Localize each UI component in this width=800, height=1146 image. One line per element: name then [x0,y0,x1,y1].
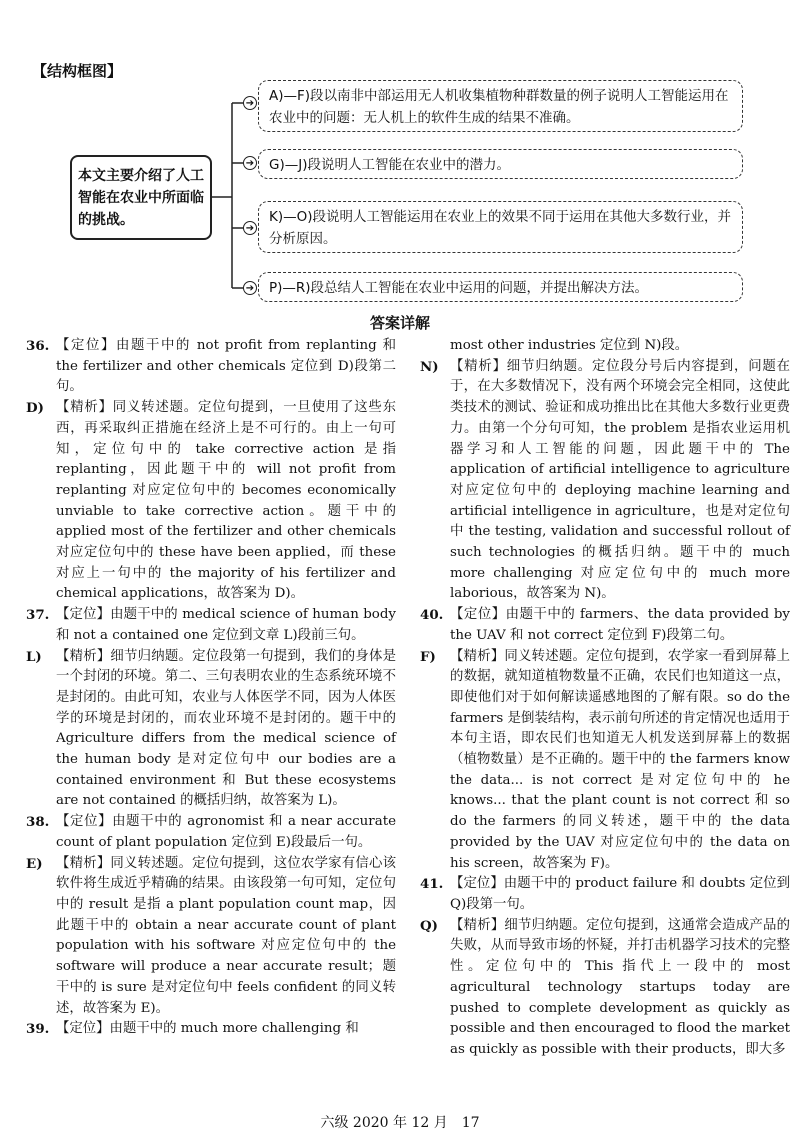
answer-paragraph [26,1019,396,1040]
arrow-node-icon: ➔ [243,156,257,170]
branch-box-a-f: A)—F)段以南非中部运用无人机收集植物种群数量的例子说明人工智能运用在农业中的问题：无人机上的软件生成的结果不准确。 [258,80,743,132]
answer-paragraph [420,357,790,605]
paragraph-text: 【定位】由题干中的 much more challenging 和 [56,1021,359,1037]
answer-label: E) [26,855,43,872]
right-column [420,336,790,1061]
paragraph-text: 【定位】由题干中的 product failure 和 doubts 定位到 Q)段第一句。 [450,876,790,912]
page-footer: 六级 2020 年 12 月 17 [320,1115,480,1131]
section-title: 【结构框图】 [32,62,123,80]
answer-paragraph [26,336,396,398]
answer-paragraph [420,336,790,357]
question-label: 36. [26,338,50,354]
answer-paragraph [26,398,396,605]
answer-paragraph [26,854,396,1020]
question-label: 41. [420,876,444,893]
paragraph-text: 【定位】由题干中的 not profit from replanting 和 the fertilizer and other chemicals 定位到 D)段第二句。 [56,338,396,395]
question-label: 38. [26,814,50,831]
paragraph-text: 【精析】细节归纳题。定位段分号后内容提到，问题在于，在大多数情况下，没有两个环境会完全相同，这使此类技术的测试、验证和成功推出比在其他大多数行业更费力。由第一个分句可知，the problem 是指农业运用机器学习和人工智能的问题，因此题干中的 The application of artificial intelligence to agriculture 对应定位句中的 deploying machine learning and artificial intelligence in agriculture，也是对定位句中 the testing, validation and successful rollout of such technologies 的概括归纳。题干中的 much more challenging 对应定位句中的 much more laborious，故答案为 N)。 [450,358,790,602]
paragraph-text: 【精析】细节归纳题。定位句提到，这通常会造成产品的失败，从而导致市场的怀疑，并打击机器学习技术的完整性。定位句中的 This 指代上一段中的 most agricultural technology startups today are pushed to complete development as quickly as possible and then encouraged to flood the market as quickly as possible with their products，即大多 [450,917,790,1057]
answer-paragraph [26,647,396,813]
answer-paragraph [420,647,790,875]
question-label: 40. [420,607,444,624]
answer-label: F) [420,648,436,665]
paragraph-text: 【精析】细节归纳题。定位段第一句提到，我们的身体是一个封闭的环境。第二、三句表明农业的生态系统环境不是封闭的。由此可知，农业与人体医学不同，因为人体医学的环境是封闭的，而农业环境不是封闭的。题干中的 Agriculture differs from the medical science of the human body 是对定位句中 our bodies are a contained environment 和 But these ecosystems are not contained 的概括归纳，故答案为 L)。 [56,648,396,809]
answer-paragraph [420,605,790,646]
main-idea-box: 本文主要介绍了人工智能在农业中所面临的挑战。 [70,155,212,240]
paragraph-text: 【定位】由题干中的 agronomist 和 a near accurate count of plant population 定位到 E)段最后一句。 [56,814,396,850]
left-column [26,336,396,1040]
answer-label: N) [420,358,439,375]
answer-paragraph [420,916,790,1061]
answers-title: 答案详解 [369,314,430,332]
question-label: 37. [26,607,50,624]
branch-box-g-j: G)—J)段说明人工智能在农业中的潜力。 [258,149,743,179]
paragraph-text: 【精析】同义转述题。定位句提到，一旦使用了这些东西，再采取纠正措施在经济上是不可行的。由上一句可知，定位句中的 take corrective action 是指 replanting，因此题干中的 will not profit from replanting 对应定位句中的 becomes economically unviable to take corrective action。题干中的 applied most of the fertilizer and other chemicals 对应定位句中的 these have been applied，而 these 对应上一句中的 the majority of his fertilizer and chemical applications，故答案为 D)。 [56,400,396,602]
answer-label: D) [26,400,44,417]
answer-paragraph [26,605,396,646]
branch-box-p-r: P)—R)段总结人工智能在农业中运用的问题，并提出解决方法。 [258,272,743,302]
arrow-node-icon: ➔ [243,96,257,110]
paragraph-text: 【定位】由题干中的 farmers、the data provided by the UAV 和 not correct 定位到 F)段第二句。 [450,607,790,643]
answer-label: L) [26,648,42,665]
answer-paragraph [420,874,790,915]
paragraph-text: 【定位】由题干中的 medical science of human body 和 not a contained one 定位到文章 L)段前三句。 [56,607,396,643]
arrow-node-icon: ➔ [243,281,257,295]
arrow-node-icon: ➔ [243,221,257,235]
answer-paragraph [26,812,396,853]
branch-box-k-o: K)—O)段说明人工智能运用在农业上的效果不同于运用在其他大多数行业，并分析原因。 [258,201,743,253]
paragraph-text: 【精析】同义转述题。定位句提到，农学家一看到屏幕上的数据，就知道植物数量不正确，农民们也知道这一点，即使他们对于如何解读遥感地图的了解有限。so do the farmers 是倒装结构，表示前句所述的肯定情况也适用于本句主语，即农民们也知道无人机发送到屏幕上的数据（植物数量）是不正确的。题干中的 the farmers know the data... is not correct 是对定位句中的 he knows... that the plant count is not correct 和 so do the farmers 的同义转述，题干中的 the data provided by the UAV 对应定位句中的 the data on his screen，故答案为 F)。 [450,648,790,871]
paragraph-text: most other industries 定位到 N)段。 [450,338,689,353]
paragraph-text: 【精析】同义转述题。定位句提到，这位农学家有信心该软件将生成近乎精确的结果。由该段第一句可知，定位句中的 result 是指 a plant population count map，因此题干中的 obtain a near accurate count of plant population with his software 对应定位句中的 the software will produce a near accurate result；题干中的 is sure 是对定位句中 feels confident 的同义转述，故答案为 E)。 [56,855,396,1016]
question-label: 39. [26,1021,50,1038]
answer-label: Q) [420,917,439,934]
